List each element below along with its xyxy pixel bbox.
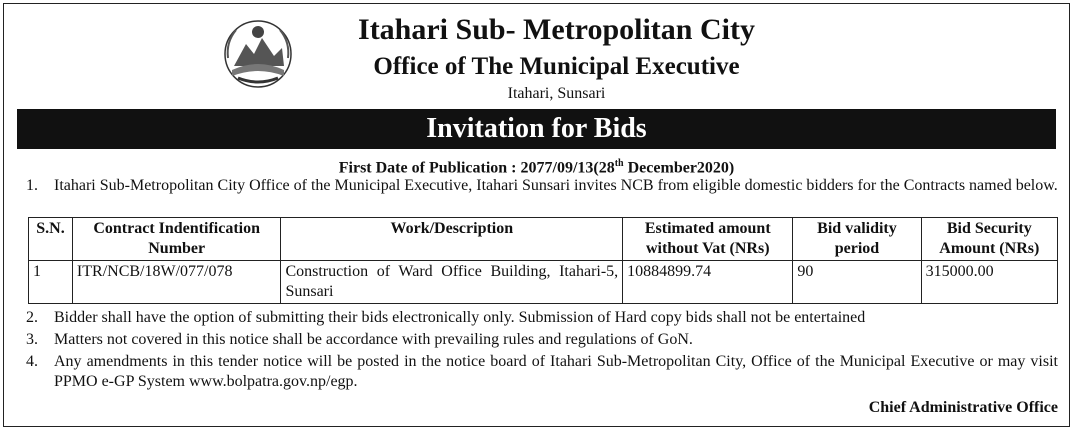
publication-date: First Date of Publication : 2077/09/13(28th December2020) bbox=[338, 158, 735, 177]
cell-sn: 1 bbox=[29, 261, 73, 304]
office-name: Office of The Municipal Executive bbox=[373, 53, 740, 80]
notice-item-3: 3. Matters not covered in this notice shall be accordance with prevailing rules and regulations of GoN. bbox=[26, 331, 693, 348]
invitation-banner: Invitation for Bids bbox=[17, 109, 1056, 149]
notice-item-4: 4. Any amendments in this tender notice will be posted in the notice board of Itahari Sub-Metropolitan City, Office of the Municipal Executive or may visit PPMO e-GP System www.bolpatra.gov.np/egp. bbox=[26, 353, 1058, 390]
col-header-security: Bid Security Amount (NRs) bbox=[921, 218, 1057, 261]
cell-estimate: 10884899.74 bbox=[623, 261, 793, 304]
table-header-row bbox=[29, 218, 1058, 261]
notice-item-1: 1. Itahari Sub-Metropolitan City Office of the Municipal Executive, Itahari Sunsari invites NCB from eligible domestic bidders for the Contracts named below. bbox=[26, 177, 1058, 194]
col-header-contract: Contract Indentification Number bbox=[72, 218, 281, 261]
notice-item-2: 2. Bidder shall have the option of submitting their bids electronically only. Submission of Hard copy bids shall not be entertained bbox=[26, 309, 866, 326]
cell-description: Construction of Ward Office Building, Itahari-5, Sunsari bbox=[281, 261, 623, 304]
cell-validity: 90 bbox=[793, 261, 921, 304]
signature: Chief Administrative Office bbox=[868, 399, 1058, 416]
city-name: Itahari Sub- Metropolitan City bbox=[358, 13, 755, 46]
bids-table bbox=[28, 217, 1058, 304]
cell-contract: ITR/NCB/18W/077/078 bbox=[72, 261, 281, 304]
col-header-description: Work/Description bbox=[281, 218, 623, 261]
col-header-sn: S.N. bbox=[29, 218, 73, 261]
table-row bbox=[29, 261, 1058, 304]
office-address: Itahari, Sunsari bbox=[507, 85, 606, 102]
cell-security: 315000.00 bbox=[921, 261, 1057, 304]
col-header-validity: Bid validity period bbox=[793, 218, 921, 261]
col-header-estimate: Estimated amount without Vat (NRs) bbox=[623, 218, 793, 261]
notice-header bbox=[4, 4, 1069, 107]
tender-notice bbox=[3, 3, 1070, 427]
